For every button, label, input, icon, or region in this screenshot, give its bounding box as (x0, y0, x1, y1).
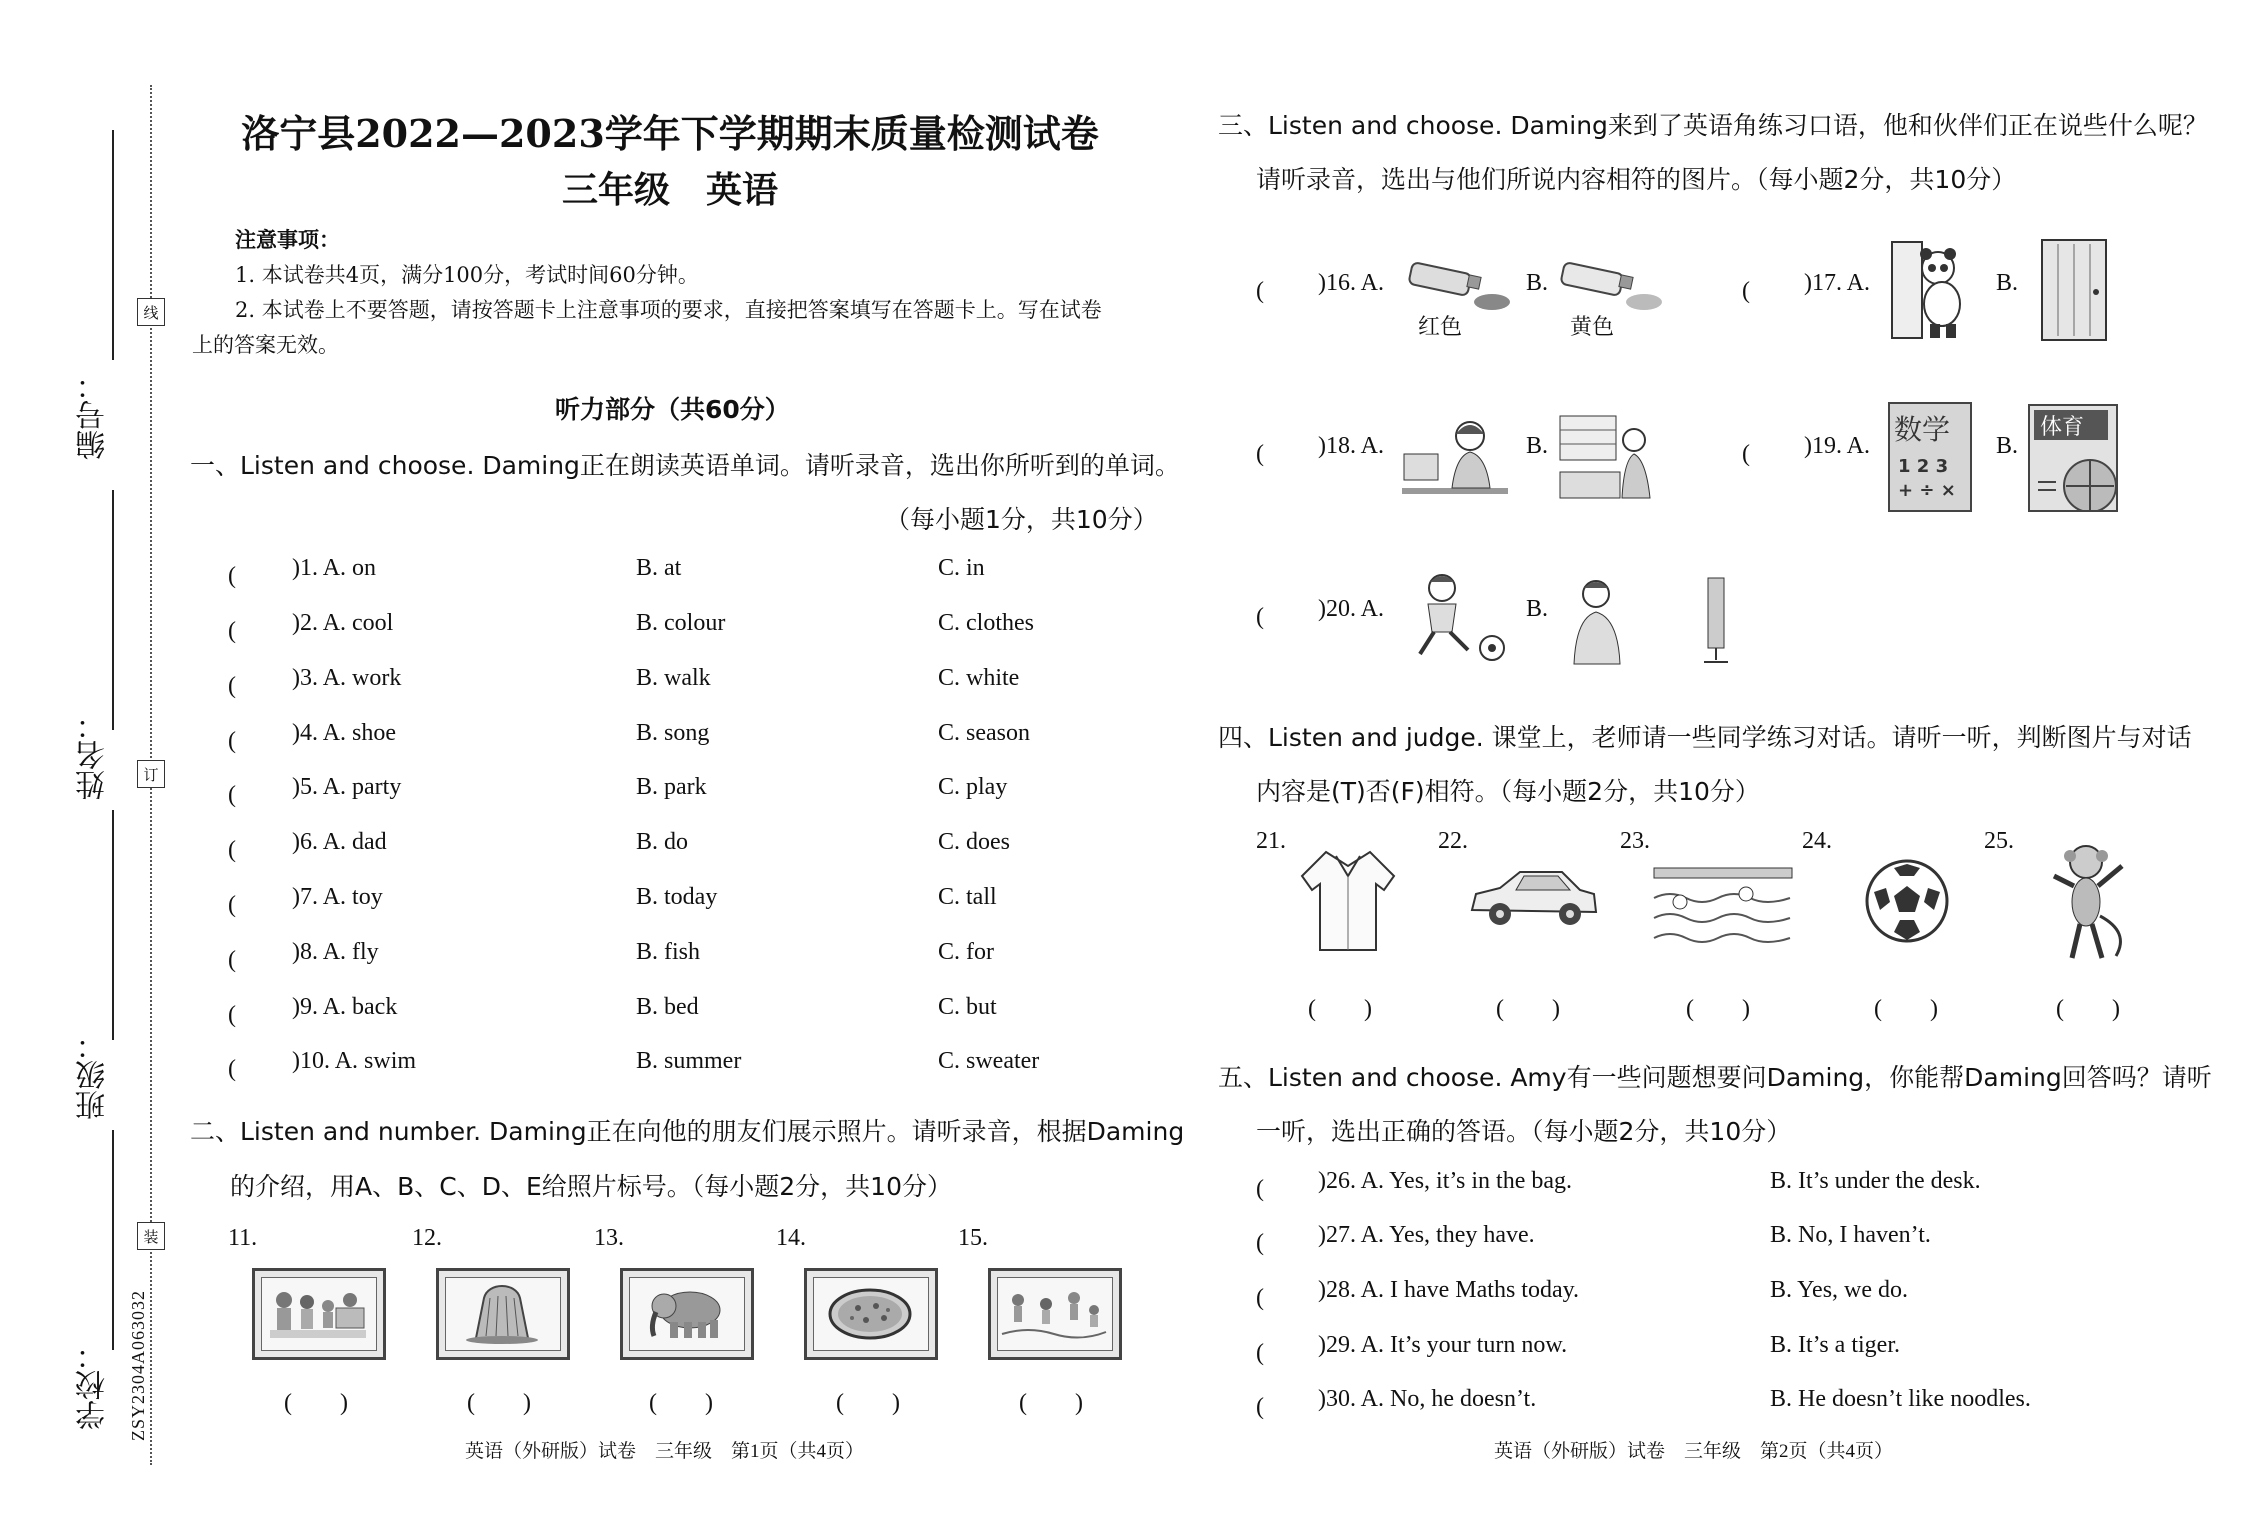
q1-answer-paren[interactable]: ( (228, 563, 284, 589)
q6-answer-paren[interactable]: ( (228, 837, 284, 863)
basketball-icon (2030, 442, 2116, 510)
q30-option-b: B. He doesn’t like noodles. (1770, 1386, 2031, 1412)
girl-at-computer-image (1400, 412, 1510, 502)
q2-option-b: B. colour (636, 610, 726, 636)
q30-option-a: )30. A. No, he doesn’t. (1318, 1386, 1537, 1412)
option-a-text: A. work (322, 665, 402, 691)
q18-option-b: B. (1526, 433, 1549, 459)
q29-option-b: B. It’s a tiger. (1770, 1332, 1900, 1358)
q16-caption-red: 红色 (1418, 315, 1463, 340)
cut-mark-line: 线 (137, 298, 165, 326)
q25-answer-paren[interactable]: ( ) (2056, 996, 2120, 1022)
q6-option-b: B. do (636, 829, 689, 855)
q2-answer-paren[interactable]: ( (228, 618, 284, 644)
section3-instruction-line2: 请听录音，选出与他们所说内容相符的图片。（每小题2分，共10分） (1256, 165, 2017, 194)
q16-number: )16. A. (1318, 270, 1384, 296)
monkey-image (2046, 836, 2136, 966)
maths-book-image (1888, 402, 1972, 512)
q3-option-b: B. walk (636, 665, 711, 691)
panda-behind-door-image (1888, 238, 1968, 344)
closed-door-image (2036, 236, 2116, 346)
girl-in-kitchen-image (1556, 410, 1656, 506)
q22-number: 22. (1438, 828, 1468, 854)
option-a-text: A. shoe (322, 720, 397, 746)
q6-option-a (292, 829, 387, 856)
q28-answer-paren[interactable]: ( (1256, 1285, 1312, 1311)
q8-option-b: B. fish (636, 939, 701, 965)
q8-option-a (292, 939, 379, 966)
q6-option-c: C. does (938, 829, 1010, 855)
q19-option-b: B. (1996, 433, 2019, 459)
q17-number: )17. A. (1804, 270, 1870, 296)
q2-option-c: C. clothes (938, 610, 1034, 636)
page1-footer: 英语（外研版）试卷 三年级 第1页（共4页） (465, 1441, 865, 1462)
number-underline (112, 130, 114, 360)
q13-number: 13. (594, 1225, 624, 1251)
question-number: )8. (292, 939, 318, 965)
option-a-text: A. on (322, 555, 377, 581)
q29-option-a: )29. A. It’s your turn now. (1318, 1332, 1568, 1358)
question-number: )1. (292, 555, 318, 581)
question-number: )9. (292, 994, 318, 1020)
option-a-text: A. back (322, 994, 398, 1020)
q9-option-a (292, 994, 397, 1021)
note-1: 1. 本试卷共4页，满分100分，考试时间60分钟。 (235, 263, 699, 287)
q22-answer-paren[interactable]: ( ) (1496, 996, 1560, 1022)
q25-number: 25. (1984, 828, 2014, 854)
listening-heading: 听力部分（共60分） (555, 395, 790, 424)
question-number: )6. (292, 829, 318, 855)
q18-number: )18. A. (1318, 433, 1384, 459)
q28-option-b: B. Yes, we do. (1770, 1277, 1909, 1303)
class-label: 班级： (76, 1030, 111, 1120)
section2-instruction-line1: 二、Listen and number. Daming正在向他的朋友们展示照片。请听录音，根据Daming (190, 1117, 1185, 1146)
q4-option-a (292, 720, 396, 747)
swimming-pool-image (1650, 858, 1796, 954)
pizza-photo (804, 1268, 938, 1360)
q24-number: 24. (1802, 828, 1832, 854)
red-paint-tube-image (1402, 258, 1512, 318)
note-3: 上的答案无效。 (192, 333, 339, 357)
cut-mark-staple: 装 (137, 1222, 165, 1250)
exam-subtitle: 三年级 英语 (561, 169, 778, 211)
q11-number: 11. (228, 1225, 258, 1251)
section4-instruction-line1: 四、Listen and judge. 课堂上，老师请一些同学练习对话。请听一听，判断图片与对话 (1218, 723, 2192, 752)
q17-paren[interactable]: ( (1742, 278, 1798, 304)
q7-option-c: C. tall (938, 884, 997, 910)
maths-book-title: 数学 (1894, 413, 1951, 446)
section4-instruction-line2: 内容是(T)否(F)相符。（每小题2分，共10分） (1256, 777, 1760, 806)
q21-answer-paren[interactable]: ( ) (1308, 996, 1372, 1022)
question-number: )5. (292, 774, 318, 800)
name-label: 姓名： (76, 710, 111, 800)
option-a-text: A. fly (322, 939, 379, 965)
option-a-text: A. toy (322, 884, 383, 910)
q8-option-c: C. for (938, 939, 994, 965)
q23-answer-paren[interactable]: ( ) (1686, 996, 1750, 1022)
elephant-photo (620, 1268, 754, 1360)
q18-paren[interactable]: ( (1256, 441, 1312, 467)
football-image (1864, 858, 1950, 944)
option-a-text: A. swim (334, 1048, 417, 1074)
name-underline (112, 490, 114, 730)
q10-option-a (292, 1048, 416, 1075)
q23-number: 23. (1620, 828, 1650, 854)
q27-option-b: B. No, I haven’t. (1770, 1222, 1931, 1248)
boy-playing-football-image (1402, 570, 1512, 666)
q27-option-a: )27. A. Yes, they have. (1318, 1222, 1535, 1248)
q21-number: 21. (1256, 828, 1286, 854)
q11-answer-paren[interactable]: ( ) (284, 1390, 348, 1416)
section3-instruction-line1: 三、Listen and choose. Daming来到了英语角练习口语，他和伙伴们正在说些什么呢？ (1218, 111, 2208, 140)
q27-answer-paren[interactable]: ( (1256, 1230, 1312, 1256)
q28-option-a: )28. A. I have Maths today. (1318, 1277, 1580, 1303)
q3-option-a (292, 665, 401, 692)
q20-option-b: B. (1526, 596, 1549, 622)
q26-answer-paren[interactable]: ( (1256, 1176, 1312, 1202)
section1-score: （每小题1分，共10分） (885, 505, 1158, 534)
q7-option-b: B. today (636, 884, 718, 910)
cake-photo (436, 1268, 570, 1360)
q7-answer-paren[interactable]: ( (228, 892, 284, 918)
cut-mark-bind: 订 (137, 760, 165, 788)
q5-option-a (292, 774, 401, 801)
paper-code: ZSY2304A063032 (128, 1290, 148, 1442)
q4-option-b: B. song (636, 720, 710, 746)
blouse-image (1296, 846, 1400, 956)
question-number: )10. (292, 1048, 330, 1074)
q13-answer-paren[interactable]: ( ) (649, 1390, 713, 1416)
q5-option-c: C. play (938, 774, 1008, 800)
option-a-text: A. party (322, 774, 402, 800)
question-number: )3. (292, 665, 318, 691)
q26-option-b: B. It’s under the desk. (1770, 1168, 1981, 1194)
car-image (1466, 864, 1600, 934)
q19-paren[interactable]: ( (1742, 441, 1798, 467)
q15-number: 15. (958, 1225, 988, 1251)
class-underline (112, 810, 114, 1040)
option-a-text: A. dad (322, 829, 387, 855)
q19-number: )19. A. (1804, 433, 1870, 459)
q1-option-b: B. at (636, 555, 682, 581)
page2-footer: 英语（外研版）试卷 三年级 第2页（共4页） (1494, 1441, 1894, 1462)
question-number: )7. (292, 884, 318, 910)
q4-answer-paren[interactable]: ( (228, 728, 284, 754)
number-label: 编号： (76, 370, 111, 460)
pe-book-image (2028, 404, 2118, 512)
q30-answer-paren[interactable]: ( (1256, 1394, 1312, 1420)
q24-answer-paren[interactable]: ( ) (1874, 996, 1938, 1022)
q1-option-c: C. in (938, 555, 985, 581)
q9-option-b: B. bed (636, 994, 699, 1020)
boy-watching-tv-image (1560, 574, 1760, 670)
maths-book-operators: + ÷ × (1898, 480, 1956, 501)
option-a-text: A. cool (322, 610, 394, 636)
q1-option-a (292, 555, 376, 582)
q2-option-a (292, 610, 393, 637)
q14-answer-paren[interactable]: ( ) (836, 1390, 900, 1416)
q12-answer-paren[interactable]: ( ) (467, 1390, 531, 1416)
q7-option-a (292, 884, 383, 911)
q9-answer-paren[interactable]: ( (228, 1002, 284, 1028)
q20-number: )20. A. (1318, 596, 1384, 622)
exam-title: 洛宁县2022—2023学年下学期期末质量检测试卷 (241, 111, 1099, 156)
q17-option-b: B. (1996, 270, 2019, 296)
q16-paren[interactable]: ( (1256, 278, 1312, 304)
q14-number: 14. (776, 1225, 806, 1251)
q4-option-c: C. season (938, 720, 1030, 746)
q5-answer-paren[interactable]: ( (228, 782, 284, 808)
maths-book-digits: 1 2 3 (1898, 456, 1949, 477)
notes-heading: 注意事项： (235, 227, 340, 252)
q3-option-c: C. white (938, 665, 1020, 691)
yellow-paint-tube-image (1554, 258, 1664, 318)
family-photo (252, 1268, 386, 1360)
q3-answer-paren[interactable]: ( (228, 673, 284, 699)
q5-option-b: B. park (636, 774, 707, 800)
q15-answer-paren[interactable]: ( ) (1019, 1390, 1083, 1416)
question-number: )2. (292, 610, 318, 636)
section5-instruction-line1: 五、Listen and choose. Amy有一些问题想要问Daming，你能帮Daming回答吗？请听 (1218, 1063, 2212, 1092)
question-number: )4. (292, 720, 318, 746)
note-2: 2. 本试卷上不要答题，请按答题卡上注意事项的要求，直接把答案填写在答题卡上。写在试卷 (235, 298, 1102, 322)
school-label: 学校： (76, 1340, 111, 1430)
section5-instruction-line2: 一听，选出正确的答语。（每小题2分，共10分） (1256, 1117, 1792, 1146)
q16-option-b: B. (1526, 270, 1549, 296)
q16-caption-yellow: 黄色 (1570, 315, 1615, 340)
q9-option-c: C. but (938, 994, 997, 1020)
section1-instruction: 一、Listen and choose. Daming正在朗读英语单词。请听录音，选出你所听到的单词。 (190, 451, 1180, 480)
q10-option-c: C. sweater (938, 1048, 1040, 1074)
q10-option-b: B. summer (636, 1048, 742, 1074)
q12-number: 12. (412, 1225, 442, 1251)
q29-answer-paren[interactable]: ( (1256, 1340, 1312, 1366)
binding-margin (0, 0, 170, 1535)
section2-instruction-line2: 的介绍，用A、B、C、D、E给照片标号。（每小题2分，共10分） (230, 1172, 952, 1201)
q20-paren[interactable]: ( (1256, 604, 1312, 630)
q10-answer-paren[interactable]: ( (228, 1056, 284, 1082)
school-underline (112, 1130, 114, 1350)
pe-book-title: 体育 (2040, 415, 2085, 440)
park-photo (988, 1268, 1122, 1360)
q26-option-a: )26. A. Yes, it’s in the bag. (1318, 1168, 1573, 1194)
q8-answer-paren[interactable]: ( (228, 947, 284, 973)
